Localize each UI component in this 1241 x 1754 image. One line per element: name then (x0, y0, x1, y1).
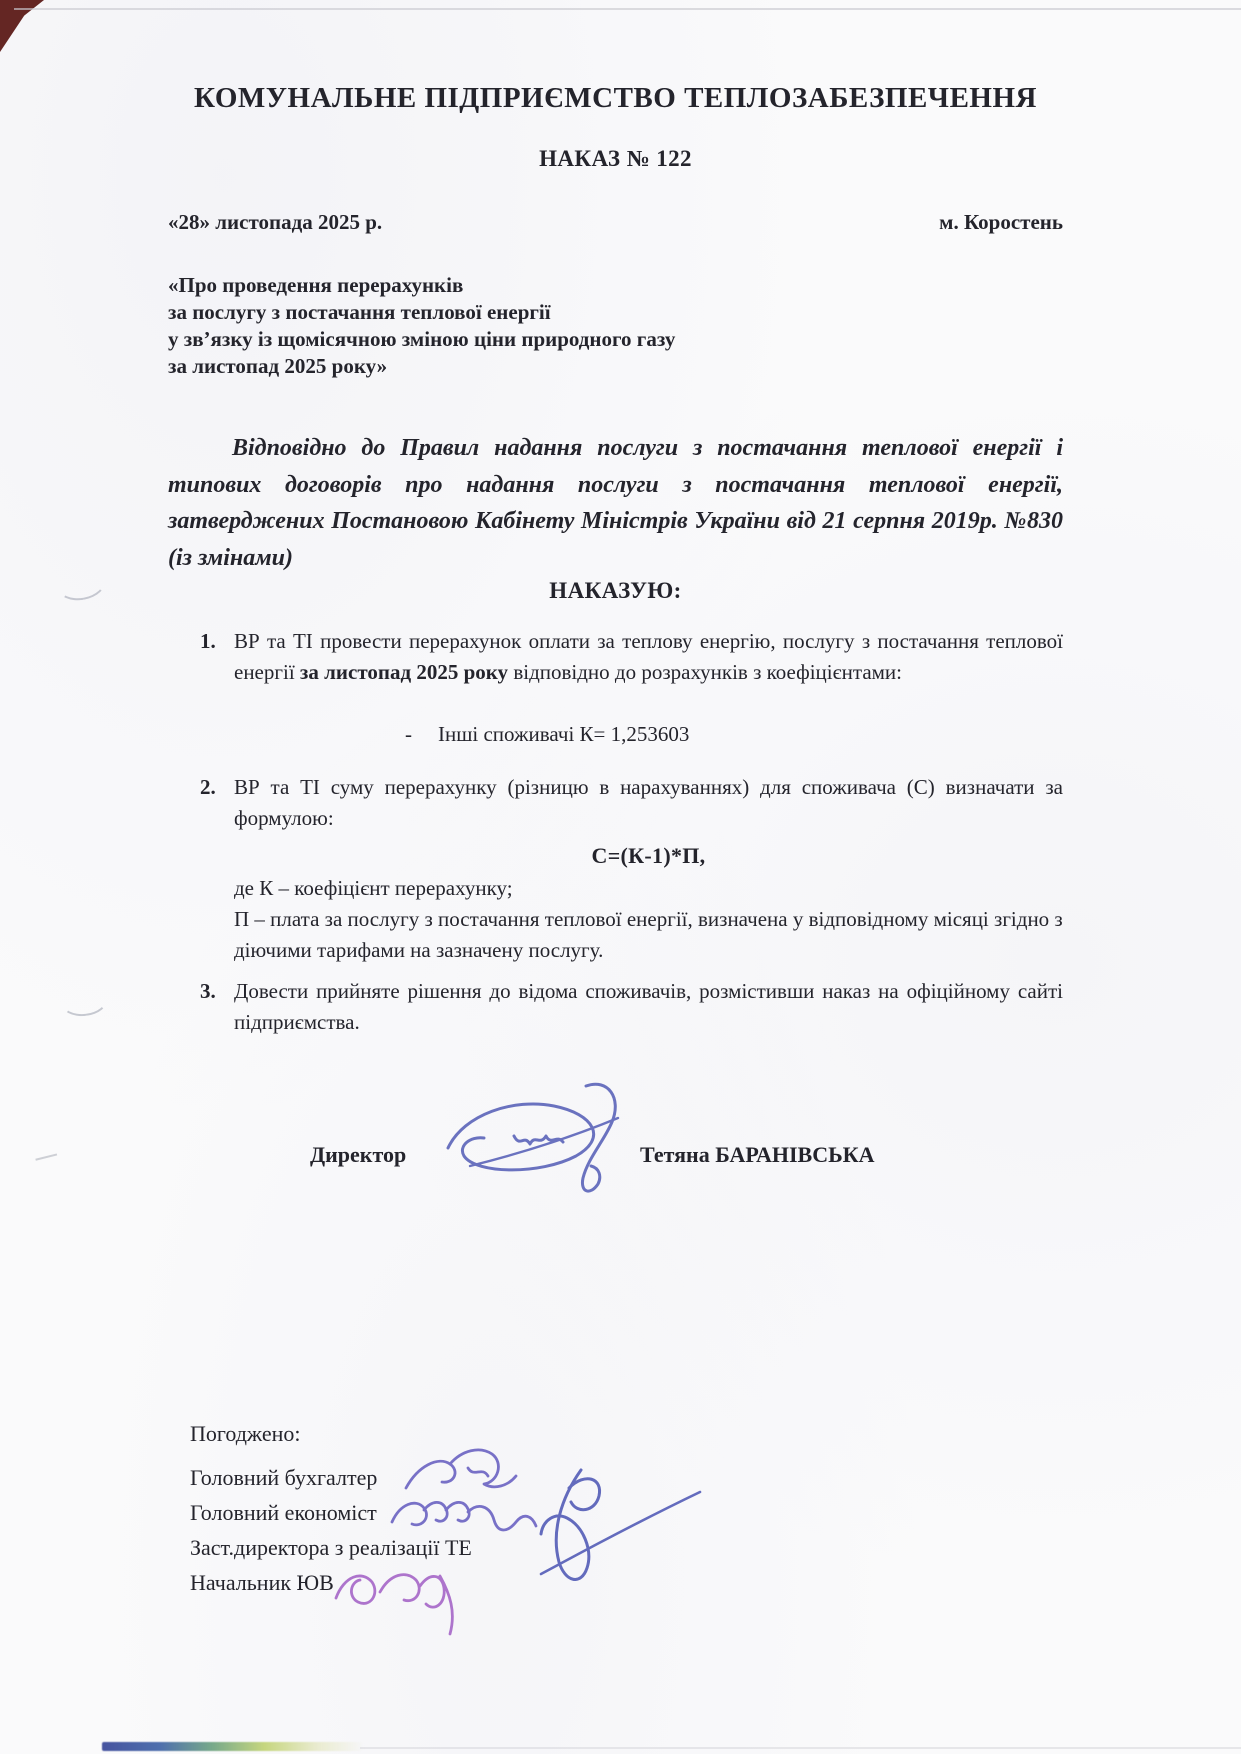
item1-text-before: ВР та ТІ провести перерахунок оплати за теплову енергію, послугу з постачання теплової енергії (234, 629, 1063, 684)
deputy-director-signature (515, 1462, 710, 1597)
formula-def-p: П – плата за послугу з постачання теплової енергії, визначена у відповідному місяці згідно з діючими тарифами на зазначену послугу. (234, 907, 1063, 962)
order-item-2 (200, 772, 1063, 966)
director-signoff-row (168, 1142, 1063, 1182)
recalc-formula: С=(К-1)*П, (591, 843, 706, 868)
legal-preamble: Відповідно до Правил надання послуги з постачання теплової енергії і типових договорів про надання послуги з постачання теплової енергії, затверджених Постановою Кабінету Міністрів України від 21 серпня 2019р. №830 (із змінами) (168, 435, 1063, 571)
scan-pencil-arc-2 (58, 982, 109, 1019)
item-number: 3. (200, 979, 216, 1003)
bullet-dash: - (405, 722, 412, 746)
item-text (234, 626, 1063, 688)
subject-line: за листопад 2025 року» (168, 354, 388, 378)
item1-period-emphasis: за листопад 2025 року (299, 660, 509, 684)
item-number: 2. (200, 775, 216, 799)
scan-top-edge-line (14, 8, 1241, 10)
signatory-row: Головний бухгалтер (190, 1465, 378, 1490)
coefficient-bullet (405, 722, 689, 747)
order-item-1 (200, 626, 1063, 688)
director-signature (436, 1076, 656, 1204)
order-place: м. Коростень (939, 210, 1063, 234)
director-title: Директор (310, 1142, 407, 1167)
formula-def-k: де К – коефіцієнт перерахунку; (234, 876, 513, 900)
date-place-row (168, 210, 1063, 235)
coefficient-value: Інші споживачі К= 1,253603 (438, 722, 690, 746)
order-subject (168, 272, 1063, 380)
organization-name: КОМУНАЛЬНЕ ПІДПРИЄМСТВО ТЕПЛОЗАБЕЗПЕЧЕННЯ (194, 82, 1037, 114)
signatory-row: Заст.директора з реалізації ТЕ (190, 1535, 472, 1560)
order-number: НАКАЗ № 122 (539, 146, 692, 171)
scan-bottom-edge-line (360, 1747, 1241, 1749)
order-date: «28» листопада 2025 р. (168, 210, 383, 234)
approval-heading: Погоджено: (190, 1421, 301, 1446)
item-text: Довести прийняте рішення до відома споживачів, розмістивши наказ на офіційному сайті підприємства. (234, 979, 1063, 1034)
item1-text-after: відповідно до розрахунків з коефіцієнтами: (508, 660, 902, 684)
approval-block (190, 1416, 472, 1600)
scan-small-mark (35, 1153, 58, 1166)
subject-line: за послугу з постачання теплової енергії (168, 300, 551, 324)
order-item-3 (200, 976, 1063, 1038)
director-name: Тетяна БАРАНІВСЬКА (640, 1142, 875, 1167)
subject-line: у зв’язку із щомісячною зміною ціни природного газу (168, 327, 676, 351)
item2-text: ВР та ТІ суму перерахунку (різницю в нарахуваннях) для споживача (С) визначати за формулою: (234, 775, 1063, 830)
signatory-row: Головний економіст (190, 1500, 377, 1525)
item-text (234, 772, 1063, 966)
signatory-row: Начальник ЮВ (190, 1570, 334, 1595)
scan-bottom-color-strip (102, 1742, 364, 1751)
resolution-heading: НАКАЗУЮ: (549, 578, 682, 603)
subject-line: «Про проведення перерахунків (168, 273, 464, 297)
item-number: 1. (200, 629, 216, 653)
scan-pencil-arc-1 (53, 562, 108, 604)
